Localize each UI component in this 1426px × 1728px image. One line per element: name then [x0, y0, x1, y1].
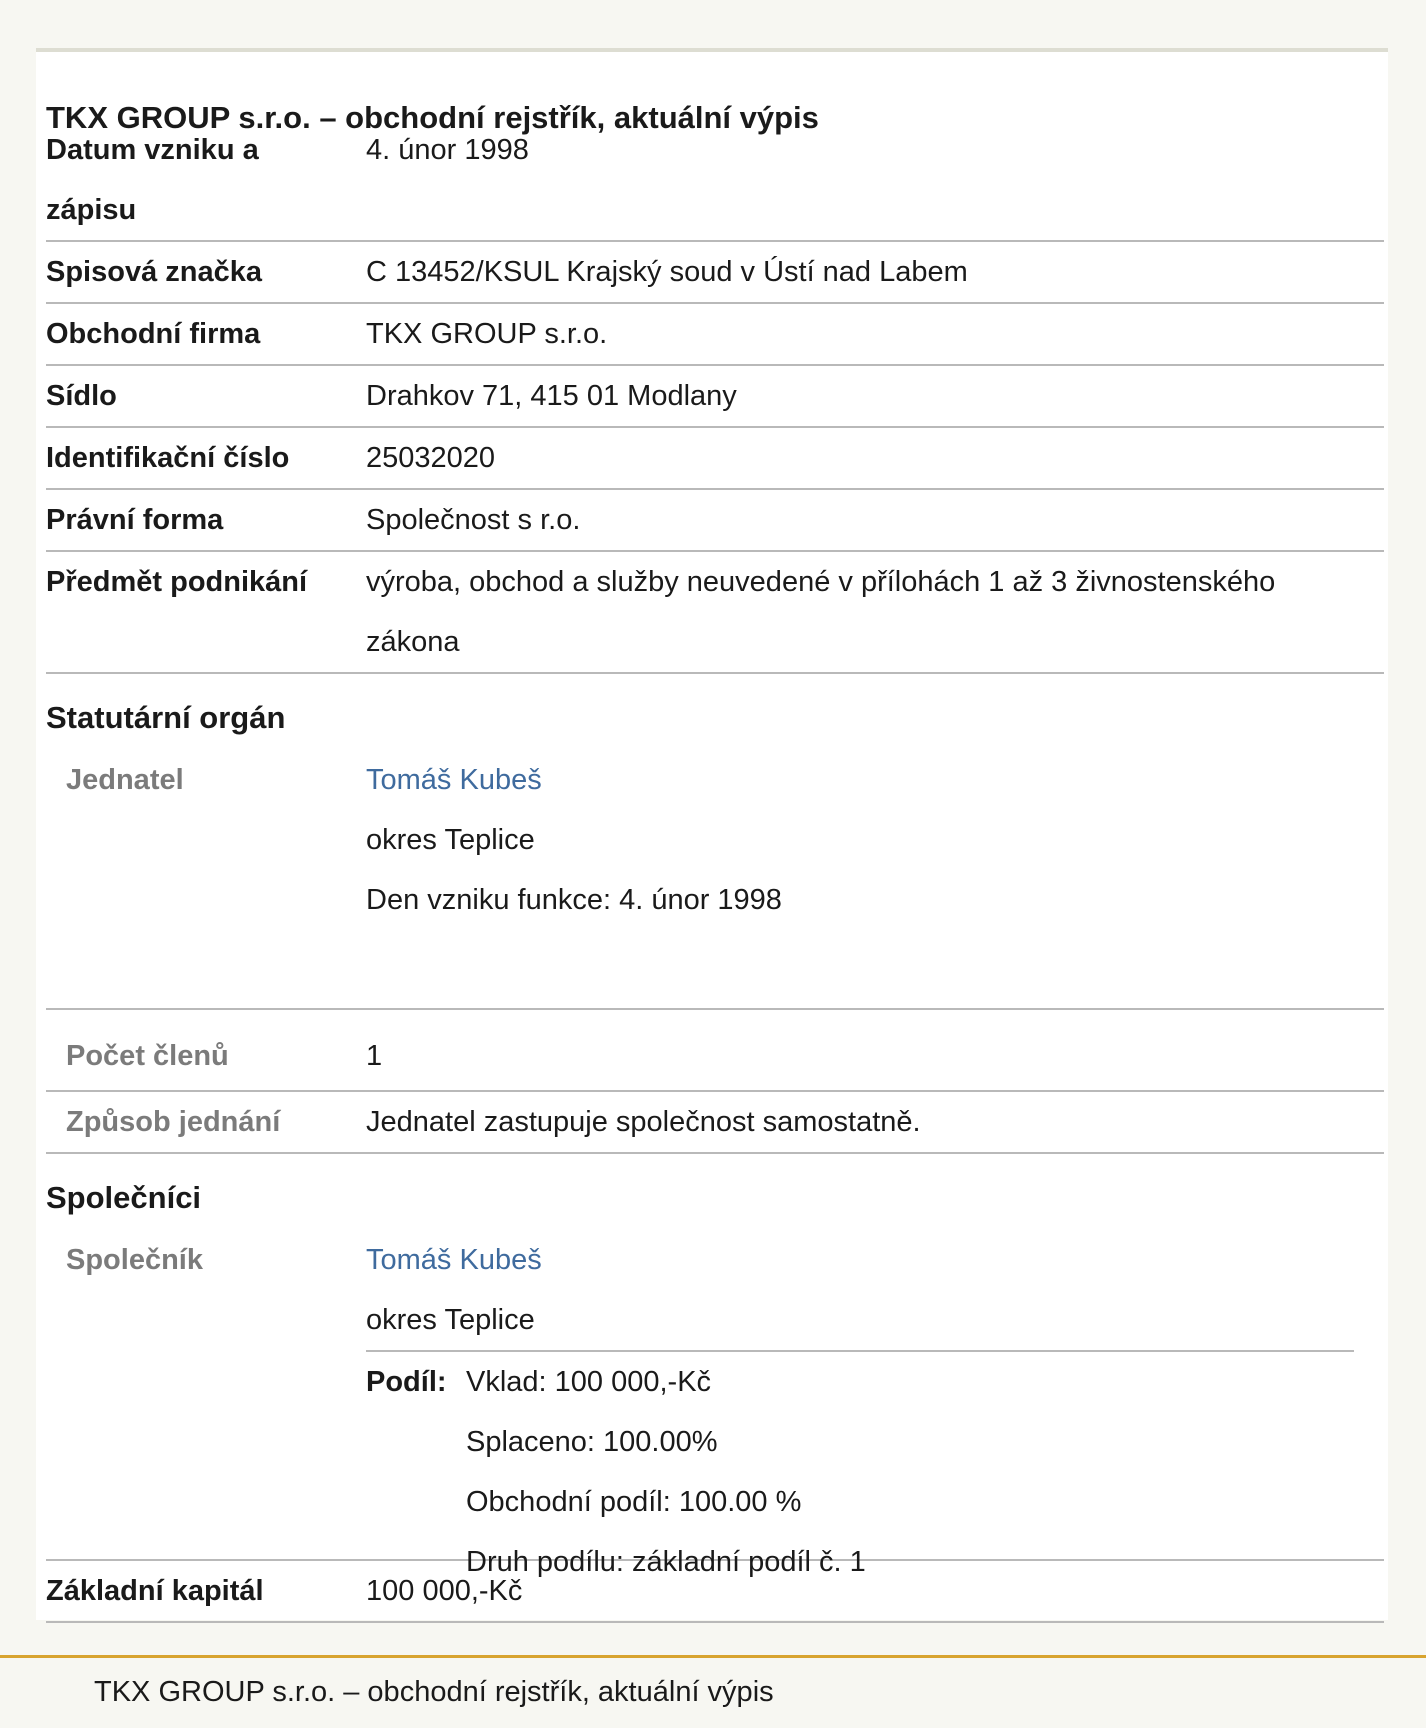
row-label: Sídlo	[46, 380, 117, 412]
podil-obchodni: Obchodní podíl: 100.00 %	[466, 1486, 802, 1518]
row-value: 25032020	[366, 442, 496, 474]
row-predmet-podnikani	[46, 552, 1384, 674]
jednatel-vznik: Den vzniku funkce: 4. únor 1998	[366, 884, 782, 916]
spolecnik-name-link[interactable]: Tomáš Kubeš	[366, 1244, 542, 1276]
row-label: Předmět podnikání	[46, 566, 308, 598]
row-datum-vzniku	[46, 120, 1384, 242]
jednatel-okres: okres Teplice	[366, 824, 535, 856]
row-label: Identifikační číslo	[46, 442, 290, 474]
row-value: Společnost s r.o.	[366, 504, 581, 536]
row-label: Způsob jednání	[66, 1106, 281, 1138]
podil-block	[366, 1350, 1354, 1592]
footer-title: TKX GROUP s.r.o. – obchodní rejstřík, aktuální výpis	[94, 1676, 774, 1708]
row-zakladni-kapital	[46, 1561, 1384, 1623]
podil-vklad: Vklad: 100 000,-Kč	[466, 1366, 712, 1398]
podil-splaceno: Splaceno: 100.00%	[466, 1426, 718, 1458]
row-pocet-clenu	[46, 1010, 1384, 1092]
row-label: Spisová značka	[46, 256, 262, 288]
row-value	[366, 750, 1384, 1008]
register-extract-card	[36, 52, 1388, 1620]
podil-values	[466, 1352, 866, 1592]
row-value: Drahkov 71, 415 01 Modlany	[366, 380, 737, 412]
row-label: Počet členů	[66, 1040, 229, 1072]
row-label: Společník	[66, 1244, 203, 1276]
row-value: TKX GROUP s.r.o.	[366, 318, 608, 350]
row-spisova-znacka	[46, 242, 1384, 304]
row-label: Základní kapitál	[46, 1575, 264, 1607]
page-title: TKX GROUP s.r.o. – obchodní rejstřík, aktuální výpis	[46, 100, 819, 135]
row-value: C 13452/KSUL Krajský soud v Ústí nad Labem	[366, 256, 968, 288]
row-ico	[46, 428, 1384, 490]
row-label: Obchodní firma	[46, 318, 261, 350]
row-spolecnik	[46, 1230, 1384, 1578]
section-spolecnici: Společníci	[46, 1180, 202, 1215]
row-value: 1	[366, 1040, 383, 1072]
row-label: Jednatel	[66, 764, 184, 796]
podil-label: Podíl:	[366, 1366, 447, 1398]
spolecnik-okres: okres Teplice	[366, 1304, 535, 1336]
row-obchodni-firma	[46, 304, 1384, 366]
row-value: Jednatel zastupuje společnost samostatně.	[366, 1106, 921, 1138]
podil-druh: Druh podílu: základní podíl č. 1	[466, 1546, 866, 1578]
row-label: Právní forma	[46, 504, 224, 536]
row-value: 100 000,-Kč	[366, 1575, 523, 1607]
jednatel-name-link[interactable]: Tomáš Kubeš	[366, 764, 542, 796]
row-pravni-forma	[46, 490, 1384, 552]
row-value: výroba, obchod a služby neuvedené v přílohách 1 až 3 živnostenského zákona	[366, 566, 1276, 658]
row-zpusob-jednani	[46, 1092, 1384, 1154]
row-value	[366, 1230, 1384, 1578]
row-sidlo	[46, 366, 1384, 428]
row-jednatel	[46, 750, 1384, 1010]
row-label: Datum vzniku a zápisu	[46, 134, 259, 226]
footer-divider	[0, 1655, 1426, 1658]
row-value: 4. únor 1998	[366, 134, 529, 166]
section-statutarni-organ: Statutární orgán	[46, 700, 286, 735]
